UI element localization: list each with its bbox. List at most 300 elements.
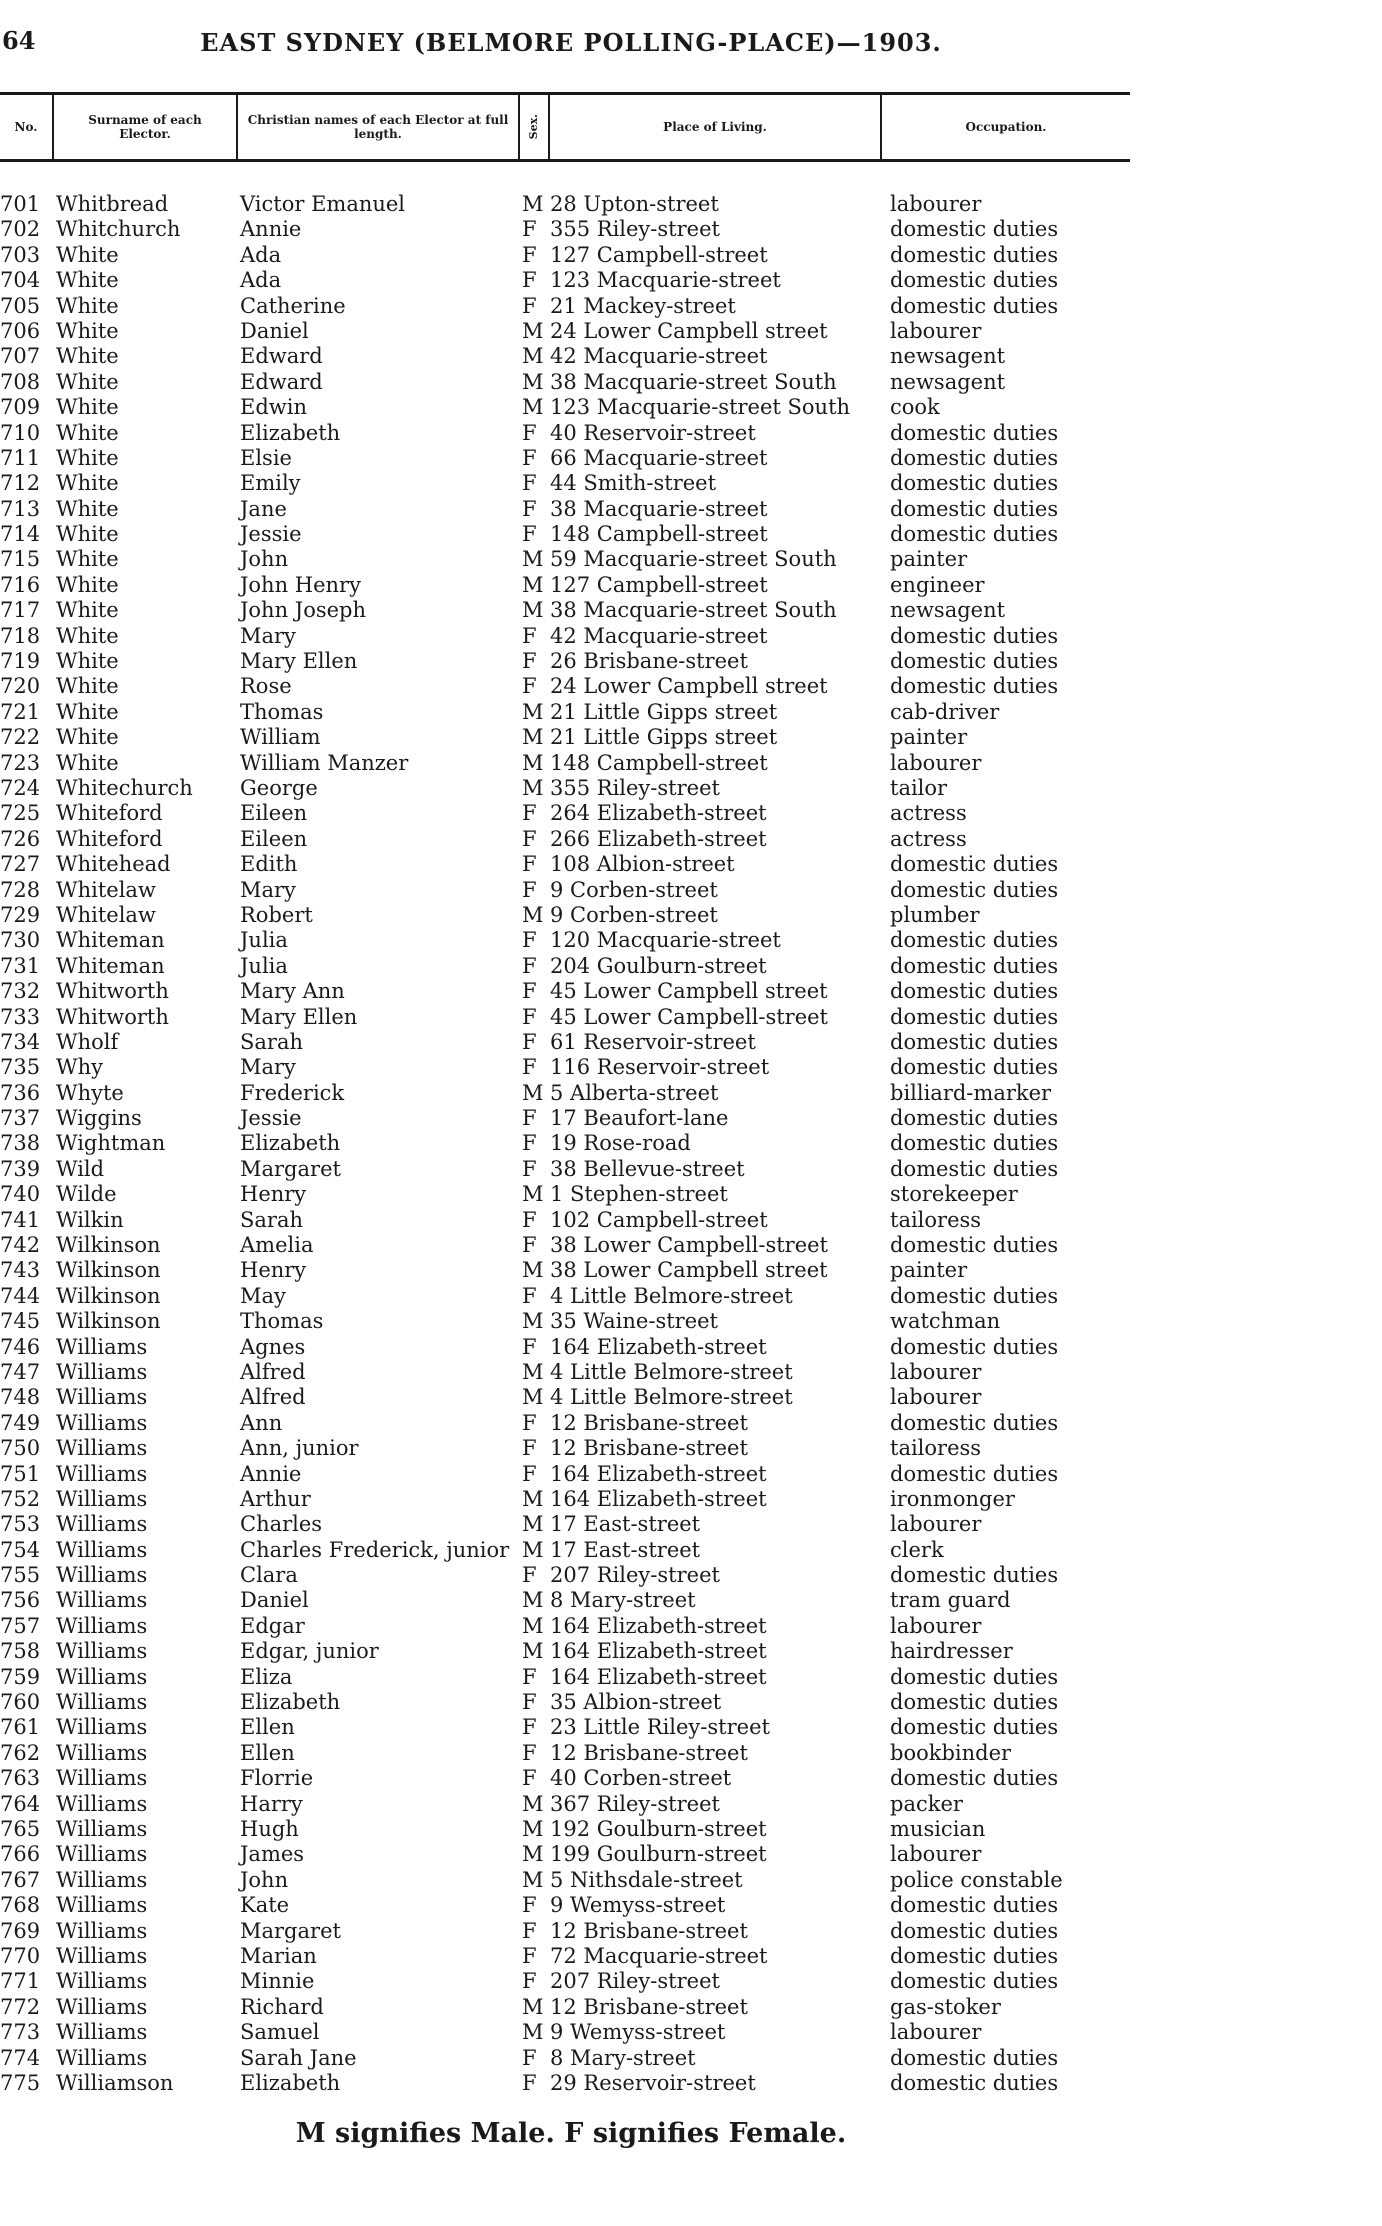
elector-number: 753: [0, 1512, 41, 1537]
table-row: [0, 1690, 1382, 1715]
elector-christian-names: Florrie: [240, 1766, 314, 1791]
elector-occupation: bookbinder: [890, 1740, 1012, 1765]
elector-surname: Williams: [56, 1436, 148, 1461]
elector-surname: White: [56, 623, 119, 648]
elector-place-of-living: 44 Smith-street: [550, 471, 717, 496]
table-row: [0, 1208, 1382, 1233]
page-title-text: EAST SYDNEY (BELMORE POLLING-PLACE)—1903.: [200, 28, 942, 57]
elector-christian-names: Annie: [240, 1461, 302, 1486]
elector-christian-names: Sarah Jane: [240, 2045, 357, 2070]
elector-number: 762: [0, 1740, 41, 1765]
elector-occupation: painter: [890, 725, 968, 750]
elector-christian-names: Frederick: [240, 1080, 345, 1105]
elector-surname: Wilkinson: [56, 1258, 161, 1283]
elector-surname: Whiteford: [56, 801, 163, 826]
elector-surname: White: [56, 547, 119, 572]
elector-surname: White: [56, 750, 119, 775]
elector-occupation: painter: [890, 1258, 968, 1283]
elector-place-of-living: 21 Little Gipps street: [550, 725, 778, 750]
elector-christian-names: Annie: [240, 217, 302, 242]
elector-place-of-living: 164 Elizabeth-street: [550, 1664, 767, 1689]
elector-sex: F: [522, 496, 537, 521]
elector-place-of-living: 12 Brisbane-street: [550, 1918, 748, 1943]
header-place: Place of Living.: [663, 120, 767, 134]
table-row: [0, 649, 1382, 674]
elector-surname: Williams: [56, 1994, 148, 2019]
elector-occupation: newsagent: [890, 598, 1006, 623]
elector-number: 763: [0, 1766, 41, 1791]
elector-place-of-living: 9 Wemyss-street: [550, 1893, 726, 1918]
elector-number: 719: [0, 649, 41, 674]
elector-number: 766: [0, 1842, 41, 1867]
elector-christian-names: May: [240, 1283, 286, 1308]
elector-surname: Williams: [56, 1563, 148, 1588]
elector-occupation: domestic duties: [890, 1664, 1059, 1689]
elector-surname: White: [56, 420, 119, 445]
elector-place-of-living: 123 Macquarie-street South: [550, 395, 851, 420]
elector-place-of-living: 28 Upton-street: [550, 192, 719, 216]
elector-christian-names: William Manzer: [240, 750, 409, 775]
elector-sex: M: [522, 1791, 544, 1816]
elector-sex: F: [522, 1715, 537, 1740]
elector-surname: Wiggins: [56, 1106, 142, 1131]
elector-occupation: labourer: [890, 192, 982, 216]
elector-surname: White: [56, 522, 119, 547]
elector-sex: F: [522, 1918, 537, 1943]
elector-sex: M: [522, 1537, 544, 1562]
table-row: [0, 1512, 1382, 1537]
elector-sex: F: [522, 1334, 537, 1359]
table-row: [0, 268, 1382, 293]
elector-christian-names: Thomas: [240, 699, 324, 724]
elector-place-of-living: 45 Lower Campbell street: [550, 979, 828, 1004]
elector-number: 758: [0, 1639, 41, 1664]
elector-place-of-living: 120 Macquarie-street: [550, 928, 781, 953]
elector-christian-names: Ada: [240, 242, 282, 267]
elector-place-of-living: 35 Albion-street: [550, 1690, 722, 1715]
elector-number: 775: [0, 2070, 41, 2095]
elector-number: 704: [0, 268, 41, 293]
elector-surname: Whitchurch: [56, 217, 181, 242]
elector-place-of-living: 45 Lower Campbell-street: [550, 1004, 828, 1029]
elector-number: 771: [0, 1969, 41, 1994]
elector-surname: Wilkinson: [56, 1283, 161, 1308]
elector-surname: Williams: [56, 1740, 148, 1765]
elector-place-of-living: 40 Corben-street: [550, 1766, 732, 1791]
elector-surname: Williams: [56, 1664, 148, 1689]
elector-surname: Williams: [56, 1537, 148, 1562]
elector-occupation: domestic duties: [890, 852, 1059, 877]
elector-surname: Williams: [56, 1918, 148, 1943]
elector-sex: M: [522, 1994, 544, 2019]
table-row: [0, 1005, 1382, 1030]
elector-surname: Wild: [56, 1156, 105, 1181]
elector-number: 761: [0, 1715, 41, 1740]
elector-place-of-living: 192 Goulburn-street: [550, 1817, 767, 1841]
elector-surname: Whiteman: [56, 953, 165, 978]
elector-surname: Whitworth: [56, 979, 169, 1004]
elector-sex: F: [522, 826, 537, 851]
elector-occupation: labourer: [890, 1613, 982, 1638]
elector-number: 738: [0, 1131, 41, 1156]
elector-sex: F: [522, 1029, 537, 1054]
elector-christian-names: Julia: [240, 953, 288, 978]
elector-number: 748: [0, 1385, 41, 1410]
elector-surname: Whitbread: [56, 192, 169, 216]
elector-christian-names: Edwin: [240, 395, 307, 420]
elector-number: 736: [0, 1080, 41, 1105]
elector-sex: F: [522, 1664, 537, 1689]
elector-surname: Wightman: [56, 1131, 166, 1156]
elector-occupation: domestic duties: [890, 1690, 1059, 1715]
elector-place-of-living: 66 Macquarie-street: [550, 445, 768, 470]
table-row: [0, 1335, 1382, 1360]
elector-number: 767: [0, 1867, 41, 1892]
elector-number: 770: [0, 1943, 41, 1968]
table-row: [0, 1284, 1382, 1309]
elector-surname: White: [56, 293, 119, 318]
elector-christian-names: Mary: [240, 1055, 296, 1080]
elector-sex: F: [522, 649, 537, 674]
elector-number: 733: [0, 1004, 41, 1029]
elector-occupation: domestic duties: [890, 1918, 1059, 1943]
elector-place-of-living: 17 East-street: [550, 1537, 701, 1562]
elector-christian-names: Edward: [240, 369, 323, 394]
elector-place-of-living: 29 Reservoir-street: [550, 2070, 756, 2095]
table-row: [0, 1792, 1382, 1817]
elector-number: 725: [0, 801, 41, 826]
elector-place-of-living: 5 Nithsdale-street: [550, 1867, 743, 1892]
elector-christian-names: Sarah: [240, 1029, 303, 1054]
elector-occupation: domestic duties: [890, 1969, 1059, 1994]
elector-christian-names: Margaret: [240, 1918, 341, 1943]
table-row: [0, 827, 1382, 852]
elector-number: 728: [0, 877, 41, 902]
elector-place-of-living: 148 Campbell-street: [550, 522, 768, 547]
elector-place-of-living: 123 Macquarie-street: [550, 268, 781, 293]
elector-number: 723: [0, 750, 41, 775]
elector-occupation: actress: [890, 801, 967, 826]
elector-surname: Whitworth: [56, 1004, 169, 1029]
elector-sex: F: [522, 471, 537, 496]
elector-christian-names: Samuel: [240, 2020, 320, 2045]
elector-occupation: domestic duties: [890, 623, 1059, 648]
elector-surname: Williams: [56, 1613, 148, 1638]
elector-surname: Williams: [56, 2020, 148, 2045]
elector-occupation: labourer: [890, 1359, 982, 1384]
elector-number: 774: [0, 2045, 41, 2070]
elector-christian-names: Harry: [240, 1791, 303, 1816]
elector-christian-names: Hugh: [240, 1817, 299, 1841]
header-no: No.: [14, 120, 38, 134]
elector-place-of-living: 38 Lower Campbell-street: [550, 1233, 828, 1258]
elector-number: 747: [0, 1359, 41, 1384]
elector-christian-names: Ann: [240, 1410, 283, 1435]
table-row: [0, 598, 1382, 623]
elector-occupation: newsagent: [890, 344, 1006, 369]
elector-christian-names: Henry: [240, 1258, 307, 1283]
elector-sex: F: [522, 928, 537, 953]
table-row: [0, 700, 1382, 725]
table-row: [0, 903, 1382, 928]
elector-occupation: domestic duties: [890, 928, 1059, 953]
elector-sex: F: [522, 1766, 537, 1791]
elector-occupation: domestic duties: [890, 1004, 1059, 1029]
elector-place-of-living: 1 Stephen-street: [550, 1182, 728, 1207]
elector-surname: Whiteford: [56, 826, 163, 851]
table-row: [0, 1969, 1382, 1994]
elector-sex: M: [522, 775, 544, 800]
elector-surname: Why: [56, 1055, 103, 1080]
table-row: [0, 243, 1382, 268]
elector-occupation: ironmonger: [890, 1486, 1015, 1511]
elector-place-of-living: 38 Macquarie-street: [550, 496, 768, 521]
elector-place-of-living: 108 Albion-street: [550, 852, 735, 877]
elector-number: 737: [0, 1106, 41, 1131]
elector-christian-names: Catherine: [240, 293, 346, 318]
elector-number: 715: [0, 547, 41, 572]
elector-christian-names: Ada: [240, 268, 282, 293]
elector-sex: M: [522, 750, 544, 775]
elector-christian-names: Eileen: [240, 826, 308, 851]
elector-sex: M: [522, 318, 544, 343]
elector-place-of-living: 127 Campbell-street: [550, 242, 768, 267]
elector-sex: F: [522, 1893, 537, 1918]
elector-christian-names: Ann, junior: [240, 1436, 359, 1461]
elector-number: 716: [0, 572, 41, 597]
elector-christian-names: Mary: [240, 623, 296, 648]
elector-surname: Williams: [56, 1588, 148, 1613]
elector-occupation: newsagent: [890, 369, 1006, 394]
elector-sex: F: [522, 877, 537, 902]
elector-surname: Whitechurch: [56, 775, 193, 800]
elector-christian-names: Alfred: [240, 1359, 306, 1384]
header-christian: Christian names of each Elector at full length.: [247, 113, 509, 141]
elector-number: 735: [0, 1055, 41, 1080]
elector-christian-names: Elizabeth: [240, 420, 341, 445]
elector-sex: M: [522, 1385, 544, 1410]
table-row: [0, 1893, 1382, 1918]
elector-sex: F: [522, 420, 537, 445]
table-row: [0, 2046, 1382, 2071]
elector-occupation: domestic duties: [890, 496, 1059, 521]
elector-sex: M: [522, 1512, 544, 1537]
elector-christian-names: Kate: [240, 1893, 290, 1918]
table-row: [0, 928, 1382, 953]
elector-surname: White: [56, 699, 119, 724]
elector-surname: Williams: [56, 1334, 148, 1359]
elector-surname: Williams: [56, 1766, 148, 1791]
elector-place-of-living: 17 East-street: [550, 1512, 701, 1537]
elector-sex: M: [522, 902, 544, 927]
elector-occupation: labourer: [890, 750, 982, 775]
elector-number: 754: [0, 1537, 41, 1562]
elector-sex: F: [522, 801, 537, 826]
elector-sex: M: [522, 1258, 544, 1283]
elector-christian-names: Victor Emanuel: [240, 192, 406, 216]
elector-place-of-living: 72 Macquarie-street: [550, 1943, 768, 1968]
elector-surname: White: [56, 649, 119, 674]
elector-place-of-living: 26 Brisbane-street: [550, 649, 748, 674]
table-row: [0, 979, 1382, 1004]
footer-legend-text: M signifies Male. F signifies Female.: [295, 2118, 847, 2149]
elector-place-of-living: 204 Goulburn-street: [550, 953, 767, 978]
elector-christian-names: Ellen: [240, 1715, 295, 1740]
table-row: [0, 1842, 1382, 1867]
elector-number: 740: [0, 1182, 41, 1207]
elector-sex: M: [522, 699, 544, 724]
elector-place-of-living: 38 Bellevue-street: [550, 1156, 745, 1181]
elector-occupation: domestic duties: [890, 1410, 1059, 1435]
elector-sex: M: [522, 2020, 544, 2045]
elector-surname: Williamson: [56, 2070, 174, 2095]
page-number: 64: [2, 26, 36, 55]
elector-occupation: cook: [890, 395, 940, 420]
elector-surname: White: [56, 598, 119, 623]
elector-sex: F: [522, 2045, 537, 2070]
header-sex-cell: [520, 95, 548, 159]
elector-place-of-living: 127 Campbell-street: [550, 572, 768, 597]
elector-sex: F: [522, 217, 537, 242]
elector-place-of-living: 42 Macquarie-street: [550, 623, 768, 648]
elector-surname: White: [56, 268, 119, 293]
table-row: [0, 522, 1382, 547]
elector-occupation: labourer: [890, 318, 982, 343]
elector-christian-names: Mary Ellen: [240, 649, 358, 674]
elector-place-of-living: 164 Elizabeth-street: [550, 1486, 767, 1511]
elector-place-of-living: 207 Riley-street: [550, 1563, 720, 1588]
elector-christian-names: Jane: [240, 496, 287, 521]
table-row: [0, 1309, 1382, 1334]
elector-place-of-living: 38 Lower Campbell street: [550, 1258, 828, 1283]
elector-sex: M: [522, 1359, 544, 1384]
elector-place-of-living: 12 Brisbane-street: [550, 1410, 748, 1435]
elector-place-of-living: 8 Mary-street: [550, 2045, 696, 2070]
elector-number: 741: [0, 1207, 41, 1232]
elector-number: 756: [0, 1588, 41, 1613]
table-row: [0, 624, 1382, 649]
elector-occupation: cab-driver: [890, 699, 1000, 724]
table-row: [0, 1817, 1382, 1842]
elector-sex: F: [522, 953, 537, 978]
elector-number: 708: [0, 369, 41, 394]
elector-sex: M: [522, 1588, 544, 1613]
elector-christian-names: John: [240, 1867, 289, 1892]
elector-place-of-living: 38 Macquarie-street South: [550, 598, 837, 623]
elector-surname: Williams: [56, 1969, 148, 1994]
table-row: [0, 2071, 1382, 2096]
elector-sex: F: [522, 445, 537, 470]
header-surname: Surname of each Elector.: [88, 113, 202, 141]
elector-number: 701: [0, 192, 41, 216]
table-row: [0, 573, 1382, 598]
elector-place-of-living: 12 Brisbane-street: [550, 1436, 748, 1461]
elector-sex: F: [522, 1436, 537, 1461]
elector-number: 713: [0, 496, 41, 521]
elector-place-of-living: 12 Brisbane-street: [550, 1994, 748, 2019]
elector-occupation: labourer: [890, 1842, 982, 1867]
elector-number: 718: [0, 623, 41, 648]
table-row: [0, 1766, 1382, 1791]
elector-number: 703: [0, 242, 41, 267]
table-row: [0, 471, 1382, 496]
table-row: [0, 1741, 1382, 1766]
table-row: [0, 1157, 1382, 1182]
elector-sex: M: [522, 369, 544, 394]
elector-christian-names: Edith: [240, 852, 298, 877]
header-sex: Sex.: [527, 114, 540, 140]
elector-place-of-living: 8 Mary-street: [550, 1588, 696, 1613]
elector-occupation: domestic duties: [890, 1334, 1059, 1359]
elector-surname: Williams: [56, 1817, 148, 1841]
elector-number: 746: [0, 1334, 41, 1359]
elector-christian-names: Edgar, junior: [240, 1639, 379, 1664]
table-row: [0, 370, 1382, 395]
table-row: [0, 1614, 1382, 1639]
elector-sex: F: [522, 1004, 537, 1029]
elector-occupation: domestic duties: [890, 1156, 1059, 1181]
elector-sex: F: [522, 242, 537, 267]
table-row: [0, 421, 1382, 446]
table-row: [0, 1715, 1382, 1740]
elector-number: 729: [0, 902, 41, 927]
elector-occupation: domestic duties: [890, 1131, 1059, 1156]
elector-christian-names: Eileen: [240, 801, 308, 826]
elector-number: 726: [0, 826, 41, 851]
elector-number: 760: [0, 1690, 41, 1715]
elector-number: 712: [0, 471, 41, 496]
elector-occupation: storekeeper: [890, 1182, 1018, 1207]
table-row: [0, 1944, 1382, 1969]
elector-surname: Wilkin: [56, 1207, 124, 1232]
elector-christian-names: Margaret: [240, 1156, 341, 1181]
elector-number: 707: [0, 344, 41, 369]
elector-place-of-living: 9 Wemyss-street: [550, 2020, 726, 2045]
table-row: [0, 1360, 1382, 1385]
elector-christian-names: John Henry: [240, 572, 361, 597]
elector-occupation: domestic duties: [890, 674, 1059, 699]
elector-surname: Whitelaw: [56, 902, 156, 927]
elector-sex: M: [522, 1080, 544, 1105]
elector-place-of-living: 164 Elizabeth-street: [550, 1639, 767, 1664]
elector-christian-names: Daniel: [240, 318, 309, 343]
elector-sex: F: [522, 293, 537, 318]
elector-occupation: watchman: [890, 1309, 1001, 1334]
elector-place-of-living: 24 Lower Campbell street: [550, 674, 828, 699]
elector-christian-names: Elizabeth: [240, 1690, 341, 1715]
elector-sex: F: [522, 979, 537, 1004]
elector-sex: F: [522, 1156, 537, 1181]
elector-sex: F: [522, 1410, 537, 1435]
elector-surname: Williams: [56, 1842, 148, 1867]
elector-occupation: domestic duties: [890, 1715, 1059, 1740]
elector-occupation: domestic duties: [890, 979, 1059, 1004]
elector-occupation: domestic duties: [890, 293, 1059, 318]
elector-christian-names: Sarah: [240, 1207, 303, 1232]
elector-occupation: labourer: [890, 2020, 982, 2045]
elector-surname: Williams: [56, 1867, 148, 1892]
table-row: [0, 725, 1382, 750]
elector-number: 710: [0, 420, 41, 445]
elector-place-of-living: 12 Brisbane-street: [550, 1740, 748, 1765]
elector-surname: Whyte: [56, 1080, 124, 1105]
elector-number: 714: [0, 522, 41, 547]
elector-place-of-living: 355 Riley-street: [550, 775, 720, 800]
elector-place-of-living: 23 Little Riley-street: [550, 1715, 770, 1740]
elector-christian-names: Jessie: [240, 1106, 302, 1131]
elector-christian-names: John Joseph: [240, 598, 367, 623]
elector-christian-names: Mary Ellen: [240, 1004, 358, 1029]
